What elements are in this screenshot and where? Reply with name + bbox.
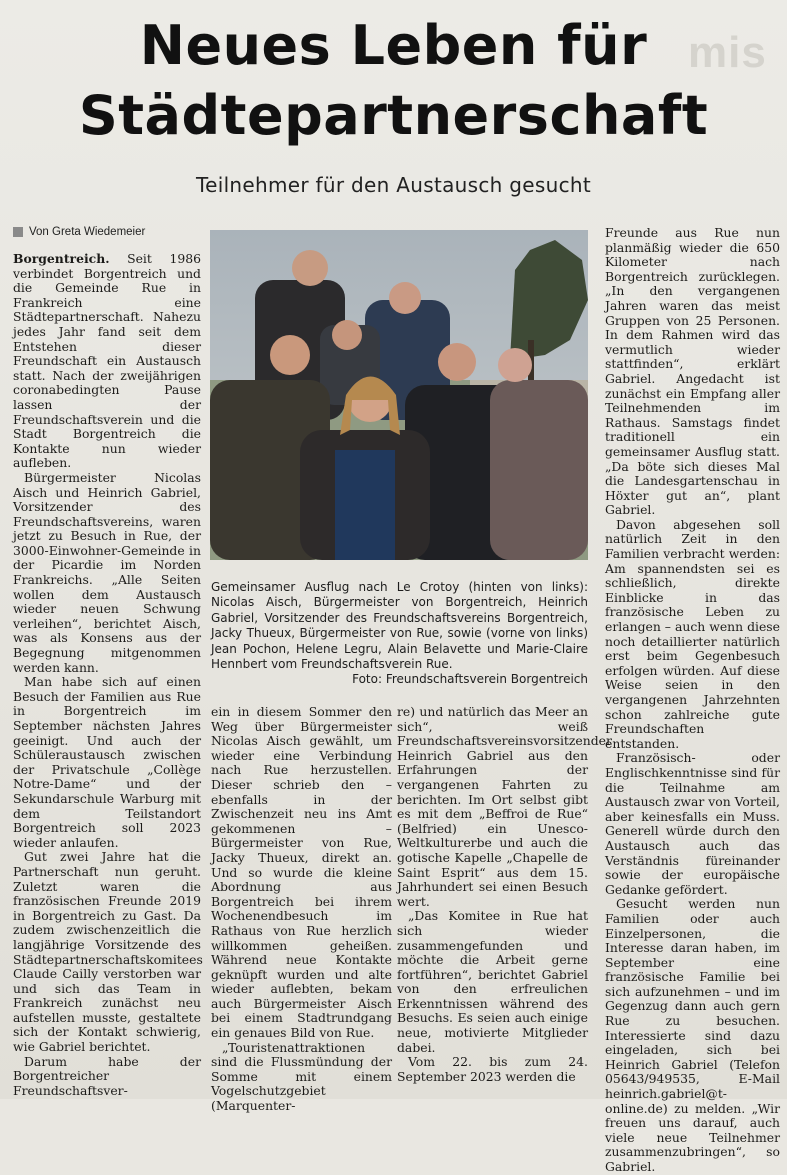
paragraph: Französisch- oder Englischkenntnisse sind für die Teilnahme am Austausch zwar von Vorteil, aber keinesfalls ein Muss. Generell würde durch den Austausch auch das Verständnis füreinander sowie der europäische Gedanke gefördert. bbox=[605, 750, 780, 897]
photo-credit: Foto: Freundschaftsverein Borgentreich bbox=[352, 672, 588, 687]
dateline: Borgentreich. bbox=[13, 251, 110, 266]
paragraph: ein in diesem Sommer den Weg über Bürgermeister Nicolas Aisch gewählt, um wieder eine Verbindung nach Rue herzustellen. Dieser schrieb den – ebenfalls in der Zwischenzeit neu ins Amt gekommenen – Bürgermeister von Rue, Jacky Thueux, direkt an. Und so wurde die kleine Abordnung aus Borgentreich bei ihrem Wochenendbesuch im Rathaus von Rue herzlich willkommen geheißen. Während neue Kontakte geknüpft wurden und alte wieder auflebten, bekam auch Bürgermeister Aisch bei einem Stadtrundgang ein genaues Bild von Rue. bbox=[211, 704, 392, 1041]
group-photo-image bbox=[210, 230, 588, 560]
headline-line-2: Städtepartnerschaft bbox=[78, 84, 709, 147]
byline-author: Von Greta Wiedemeier bbox=[29, 226, 146, 238]
headline-line-1: Neues Leben für bbox=[139, 14, 648, 77]
text-column-4 bbox=[605, 225, 780, 1174]
paragraph: Darum habe der Borgentreicher Freundschaftsver- bbox=[13, 1053, 201, 1098]
text-column-2 bbox=[211, 704, 392, 1114]
paragraph: Freunde aus Rue nun planmäßig wieder die 650 Kilometer nach Borgentreich zurücklegen. „In den vergangenen Jahren waren das meist Gruppen von 25 Personen. In dem Rahmen wird das vermutlich wieder stattfinden“, erklärt Gabriel. Angedacht ist zunächst ein Empfang aller Teilnehmenden im Rathaus. Samstags findet traditionell ein gemeinsamer Ausflug statt. „Da böte sich dieses Mal die Landesgartenschau in Höxter gut an“, plant Gabriel. bbox=[605, 225, 780, 518]
paragraph: Gut zwei Jahre hat die Partnerschaft nun geruht. Zuletzt waren die französischen Freunde 2019 in Borgentreich zu Gast. Da zudem zwischenzeitlich die langjährige Vorsitzende des Städtepartnerschaftskomitees Claude Cailly verstorben war und sich das Team in Frankreich zunächst neu aufstellen musste, gestaltete sich der Kontakt schwierig, wie Gabriel berichtet. bbox=[13, 849, 203, 1055]
paragraph: Man habe sich auf einen Besuch der Familien aus Rue in Borgentreich im September nächsten Jahres geeinigt. Und auch der Schüleraustausch zwischen der Privatschule „Collège Notre-Dame“ und der Sekundarschule Warburg mit dem Teilstandort Borgentreich soll 2023 wieder anlaufen. bbox=[13, 674, 201, 850]
paragraph: Vom 22. bis zum 24. September 2023 werden die bbox=[397, 1054, 588, 1084]
paragraph: Gesucht werden nun Familien oder auch Einzelpersonen, die Interesse daran haben, im September eine französische Familie bei sich aufzunehmen – und im Gegenzug dann auch gern Rue zu besuchen. Interessierte sind dazu eingeladen, sich bei Heinrich Gabriel (Telefon 05643/949535, E-Mail heinrich.gabriel@t-online.de) zu melden. „Wir freuen uns darauf, auch viele neue Teilnehmer zusammenzubringen“, so Gabriel. bbox=[605, 896, 780, 1174]
byline-square-icon bbox=[13, 227, 23, 237]
adjacent-headline-fragment: mis bbox=[688, 28, 767, 77]
group-photo bbox=[210, 230, 588, 560]
paragraph: re) und natürlich das Meer an sich“, weiß Freundschaftsvereinsvorsitzender Heinrich Gabriel aus den Erfahrungen der vergangenen Fahrten zu berichten. Im Ort selbst gibt es mit dem „Beffroi de Rue“ (Belfried) ein Unesco-Weltkulturerbe und auch die gotische Kapelle „Chapelle de Saint Esprit“ aus dem 15. Jahrhundert sei einen Besuch wert. bbox=[397, 704, 612, 909]
text-column-3 bbox=[397, 704, 612, 1097]
photo-caption bbox=[211, 580, 588, 688]
text-column-1 bbox=[13, 252, 201, 1098]
paragraph: Bürgermeister Nicolas Aisch und Heinrich Gabriel, Vorsitzender des Freundschaftsvereins, waren jetzt zu Besuch in Rue, der 3000-Einwohner-Gemeinde in der Picardie im Norden Frankreichs. „Alle Seiten wollen dem Austausch wieder neuen Schwung verleihen“, berichtet Aisch, was als Konsens aus der Begegnung mitgenommen werden kann. bbox=[13, 469, 201, 675]
caption-text: Gemeinsamer Ausflug nach Le Crotoy (hinten von links): Nicolas Aisch, Bürgermeister von Borgentreich, Heinrich Gabriel, Vorsitzender des Freundschaftsvereins Borgentreich, Jacky Thueux, Bürgermeister von Rue, sowie (vorne von links) Jean Pochon, Helene Legru, Alain Belavette und Marie-Claire Hennbert vom Freundschaftsverein Rue. bbox=[211, 580, 588, 672]
paragraph: „Das Komitee in Rue hat sich wieder zusammengefunden und möchte die Arbeit gerne fortführen“, berichtet Gabriel von den erfreulichen Erkenntnissen während des Besuchs. Es seien auch einige neue, motivierte Mitglieder dabei. bbox=[397, 908, 588, 1055]
paragraph: Borgentreich. Seit 1986 verbindet Borgentreich und die Gemeinde Rue in Frankreich eine Städtepartnerschaft. Nahezu jedes Jahr fand seit dem Entstehen dieser Freundschaft ein Austausch statt. Nach der zweijährigen coronabedingten Pause lassen der Freundschaftsverein und die Stadt Borgentreich die Kontakte nun wieder aufleben. bbox=[13, 251, 201, 471]
subtitle: Teilnehmer für den Austausch gesucht bbox=[196, 173, 591, 197]
paragraph: Davon abgesehen soll natürlich Zeit in den Familien verbracht werden: Am spannendsten sei es schließlich, direkte Einblicke in das französische Leben zu erlangen – auch wenn diese noch detaillierter natürlich erst beim Gegenbesuch erfolgen würden. Auf diese Weise seien in den vergangenen Jahrzehnten schon zahlreiche gute Freundschaften entstanden. bbox=[605, 516, 780, 751]
byline bbox=[13, 226, 145, 238]
paragraph: „Touristenattraktionen sind die Flussmündung der Somme mit einem Vogelschutzgebiet (Marquenter- bbox=[211, 1039, 392, 1114]
